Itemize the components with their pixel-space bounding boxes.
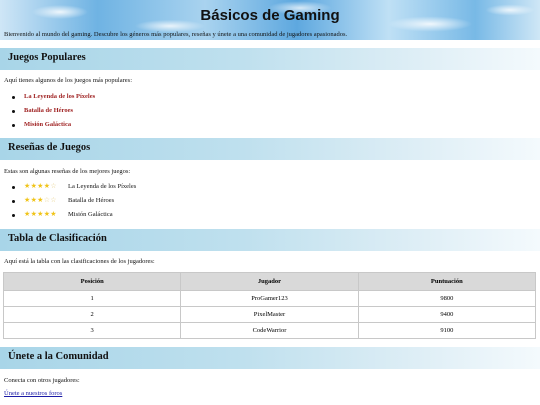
section-header-reviews — [0, 138, 540, 160]
section-title-community: Únete a la Comunidad — [8, 351, 109, 362]
score-cell: 9400 — [358, 307, 535, 323]
section-header-popular — [0, 48, 540, 70]
bullet-icon — [12, 110, 15, 113]
table-row — [4, 323, 536, 339]
bullet-icon — [12, 186, 15, 189]
join-forums-link[interactable]: Únete a nuestros foros — [4, 390, 63, 397]
community-intro: Conecta con otros jugadores: — [4, 377, 80, 384]
page-title: Básicos de Gaming — [200, 7, 340, 24]
player-cell: ProGamer123 — [181, 291, 358, 307]
score-cell: 9800 — [358, 291, 535, 307]
leaderboard-intro: Aquí está la tabla con las clasificaciones de los jugadores: — [4, 258, 155, 265]
game-link[interactable]: Misión Galáctica — [24, 121, 72, 128]
section-header-leaderboard — [0, 229, 540, 251]
column-header-position: Posición — [4, 273, 181, 291]
review-title: Batalla de Héroes — [68, 197, 115, 204]
section-title-reviews: Reseñas de Juegos — [8, 142, 91, 153]
bullet-icon — [12, 200, 15, 203]
player-cell: PixelMaster — [181, 307, 358, 323]
header-banner — [0, 0, 540, 40]
page-subtitle: Bienvenido al mundo del gaming. Descubre los géneros más populares, reseñas y únete a una comunidad de jugadores apasionados. — [4, 31, 348, 38]
column-header-player: Jugador — [181, 273, 358, 291]
player-cell: CodeWarrior — [181, 323, 358, 339]
game-link[interactable]: La Leyenda de los Píxeles — [24, 93, 96, 100]
game-link[interactable]: Batalla de Héroes — [24, 107, 73, 114]
column-header-score: Puntuación — [358, 273, 535, 291]
popular-intro: Aquí tienes algunos de los juegos más populares: — [4, 77, 132, 84]
star-rating-icon: ★★★☆☆ — [24, 196, 57, 204]
position-cell: 3 — [4, 323, 181, 339]
bullet-icon — [12, 96, 15, 99]
reviews-intro: Estas son algunas reseñas de los mejores juegos: — [4, 168, 131, 175]
leaderboard-table — [3, 272, 536, 339]
star-rating-icon: ★★★★☆ — [24, 182, 57, 190]
bullet-icon — [12, 124, 15, 127]
section-title-popular: Juegos Populares — [8, 52, 86, 63]
position-cell: 2 — [4, 307, 181, 323]
position-cell: 1 — [4, 291, 181, 307]
section-header-community — [0, 347, 540, 369]
review-title: La Leyenda de los Píxeles — [68, 183, 137, 190]
score-cell: 9100 — [358, 323, 535, 339]
review-title: Misión Galáctica — [68, 211, 113, 218]
star-rating-icon: ★★★★★ — [24, 210, 57, 218]
bullet-icon — [12, 214, 15, 217]
table-header-row — [4, 273, 536, 291]
table-row — [4, 307, 536, 323]
table-row — [4, 291, 536, 307]
section-title-leaderboard: Tabla de Clasificación — [8, 233, 107, 244]
